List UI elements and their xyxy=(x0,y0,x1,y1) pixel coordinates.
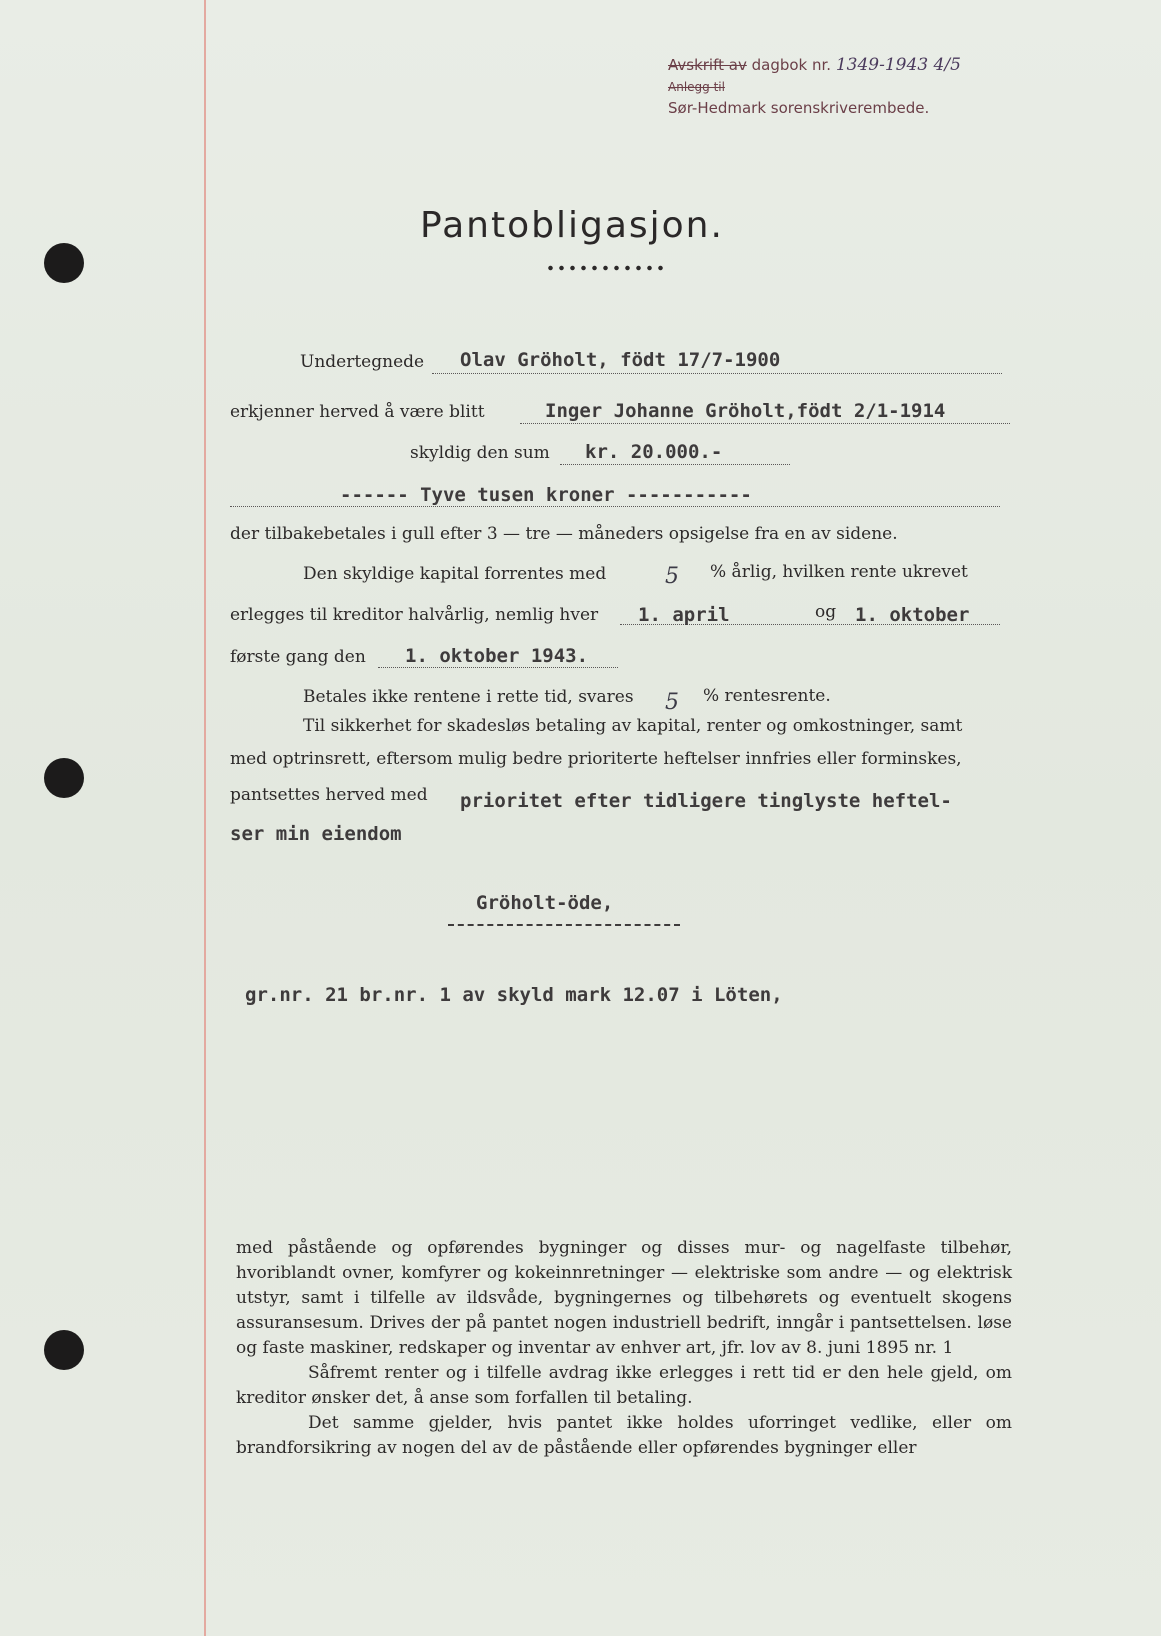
dotted-fill-line xyxy=(378,667,618,668)
stamp-office: Sør-Hedmark sorenskriverembede. xyxy=(668,99,930,117)
punch-hole xyxy=(44,243,84,283)
punch-hole xyxy=(44,1330,84,1370)
optrinsrett-text: med optrinsrett, eftersom mulig bedre prioriterte heftelser innfries eller forminskes, xyxy=(230,749,962,769)
stamp-year-date: 43 4/5 xyxy=(906,55,961,75)
pantsettes-label: pantsettes herved med xyxy=(230,785,428,805)
terms-paragraph-2: Såfremt renter og i tilfelle avdrag ikke erlegges i rett tid er den hele gjeld, om kreditor ønsker det, å anse som forfallen til betaling. xyxy=(236,1363,1012,1408)
document-title: Pantobligasjon. xyxy=(420,205,724,246)
red-margin-line xyxy=(204,0,206,1636)
terms-paragraph-3: Det samme gjelder, hvis pantet ikke holdes uforringet vedlike, eller om brandforsikring av nogen del av de påstående eller opførendes bygninger eller xyxy=(236,1413,1012,1458)
interest-rate: 5 xyxy=(665,564,679,589)
betales-text-b: % rentesrente. xyxy=(703,686,831,706)
punch-hole xyxy=(44,758,84,798)
creditor-name: Inger Johanne Gröholt,födt 2/1-1914 xyxy=(545,400,946,422)
sikkerhet-text: Til sikkerhet for skadesløs betaling av kapital, renter og omkostninger, samt xyxy=(303,716,963,736)
interest-text-b: % årlig, hvilken rente ukrevet xyxy=(710,562,968,582)
title-dots-divider xyxy=(545,265,665,271)
og-label: og xyxy=(815,602,837,622)
sum-amount: kr. 20.000.- xyxy=(585,441,723,463)
terms-paragraphs xyxy=(236,1236,1012,1461)
property-underline xyxy=(448,924,680,926)
registry-stamp xyxy=(668,55,1138,119)
stamp-struck-text: Avskrift av xyxy=(668,56,747,74)
sum-in-words: ------ Tyve tusen kroner ----------- xyxy=(340,484,752,506)
erlegges-label: erlegges til kreditor halvårlig, nemlig hver xyxy=(230,605,599,625)
dotted-fill-line xyxy=(432,373,1002,374)
priority-text-2: ser min eiendom xyxy=(230,823,402,845)
undertegnede-label: Undertegnede xyxy=(300,352,425,372)
property-details: gr.nr. 21 br.nr. 1 av skyld mark 12.07 i Löten, xyxy=(245,984,783,1006)
stamp-label: dagbok nr. xyxy=(751,56,832,74)
skyldig-label: skyldig den sum xyxy=(410,443,550,463)
first-payment-date: 1. oktober 1943. xyxy=(405,645,589,667)
dotted-fill-line xyxy=(520,423,1010,424)
debtor-name: Olav Gröholt, födt 17/7-1900 xyxy=(460,349,781,371)
interest-date-1: 1. april xyxy=(638,604,730,626)
dotted-fill-line xyxy=(560,464,790,465)
forste-gang-label: første gang den xyxy=(230,647,366,667)
terms-paragraph-1: med påstående og opførendes bygninger og disses mur- og nagelfaste tilbehør, hvoriblandt ovner, komfyrer og kokeinnretninger — elektriske som andre — og elektrisk utstyr, samt i tilfelle av ildsvåde, bygningernes og tilbehørets og eventuelt skogens assuransesum. Drives der på pantet nogen industriell bedrift, inngår i pantsettelsen. løse og faste maskiner, redskaper og inventar av enhver art, jfr. lov av 8. juni 1895 nr. 1 xyxy=(236,1238,1012,1358)
priority-text-1: prioritet efter tidligere tinglyste heftel- xyxy=(460,790,952,812)
repayment-terms: der tilbakebetales i gull efter 3 — tre — måneders opsigelse fra en av sidene. xyxy=(230,524,898,544)
interest-date-2: 1. oktober xyxy=(855,604,970,626)
dagbok-number: 1349-19 xyxy=(835,55,907,75)
betales-text-a: Betales ikke rentene i rette tid, svares xyxy=(303,687,634,707)
interest-text-a: Den skyldige kapital forrentes med xyxy=(303,564,607,584)
dotted-fill-line xyxy=(230,506,1000,507)
erkjenner-label: erkjenner herved å være blitt xyxy=(230,402,485,422)
penalty-rate: 5 xyxy=(665,690,679,715)
stamp-struck-text-2: Anlegg til xyxy=(668,80,725,94)
property-name: Gröholt-öde, xyxy=(476,892,614,914)
